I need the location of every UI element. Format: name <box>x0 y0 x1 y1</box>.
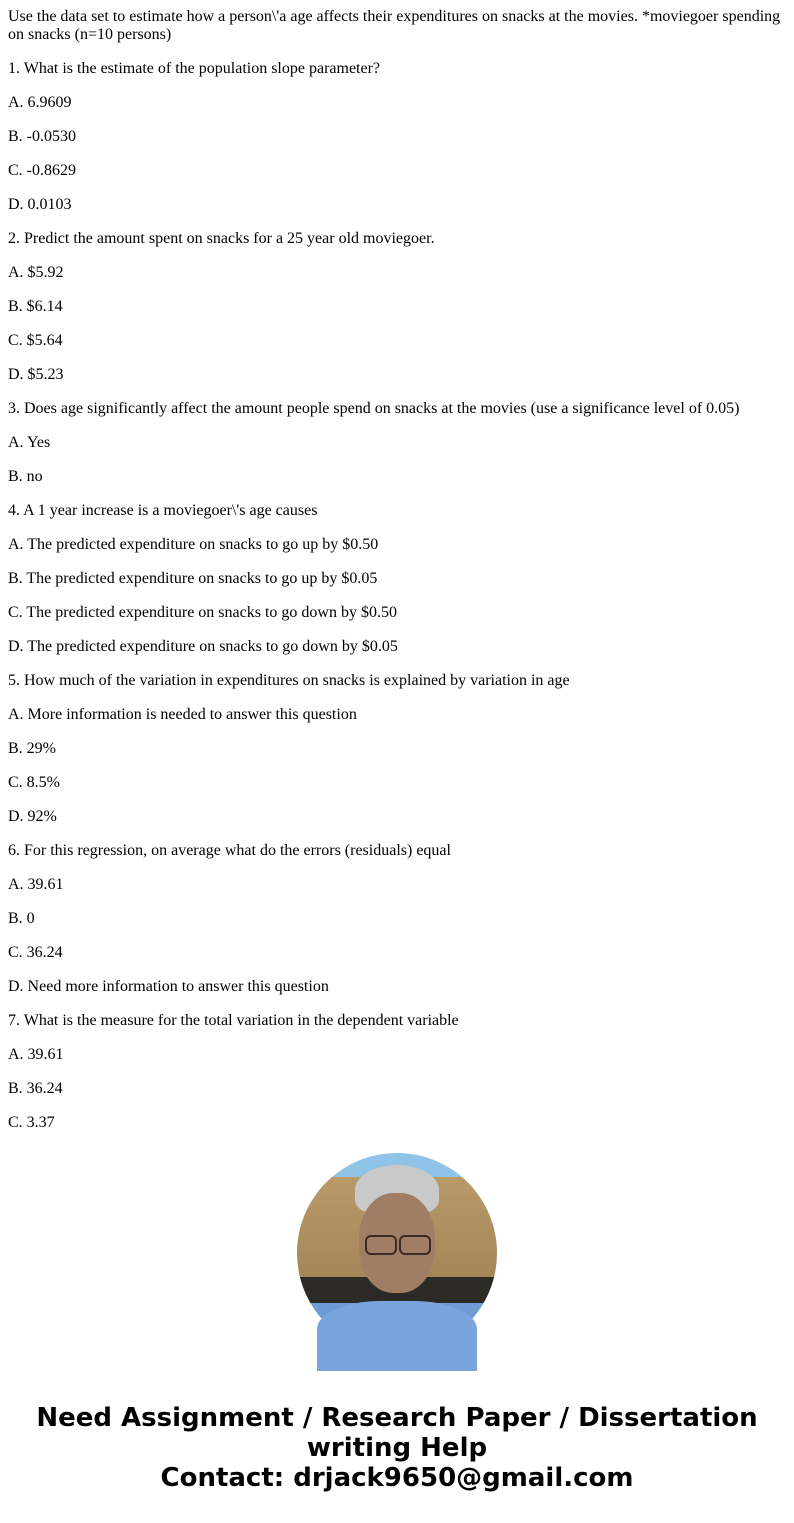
answer-option: B. The predicted expenditure on snacks to go up by $0.05 <box>8 570 378 587</box>
answer-option: A. 6.9609 <box>8 94 72 111</box>
question-4: 4. A 1 year increase is a moviegoer\'s age causes <box>8 502 318 519</box>
contact-footer <box>0 1403 794 1493</box>
answer-option: B. 29% <box>8 740 56 757</box>
question-list <box>8 60 786 1132</box>
answer-option: A. 39.61 <box>8 1046 64 1063</box>
photo-shirt <box>317 1301 477 1371</box>
answer-option: B. no <box>8 468 43 485</box>
question-5: 5. How much of the variation in expenditures on snacks is explained by variation in age <box>8 672 570 689</box>
answer-option: C. -0.8629 <box>8 162 76 179</box>
footer-line-1: Need Assignment / Research Paper / Dissertation <box>36 1403 758 1433</box>
answer-option: D. 92% <box>8 808 57 825</box>
answer-option: C. 36.24 <box>8 944 63 961</box>
answer-option: C. 8.5% <box>8 774 60 791</box>
answer-option: C. The predicted expenditure on snacks to go down by $0.50 <box>8 604 397 621</box>
answer-option: A. More information is needed to answer this question <box>8 706 357 723</box>
answer-option: D. The predicted expenditure on snacks to go down by $0.05 <box>8 638 398 655</box>
question-2: 2. Predict the amount spent on snacks for a 25 year old moviegoer. <box>8 230 435 247</box>
question-6: 6. For this regression, on average what do the errors (residuals) equal <box>8 842 451 859</box>
answer-option: A. $5.92 <box>8 264 64 281</box>
answer-option: D. $5.23 <box>8 366 64 383</box>
answer-option: B. 36.24 <box>8 1080 63 1097</box>
answer-option: B. $6.14 <box>8 298 63 315</box>
footer-line-2: writing Help <box>306 1433 488 1463</box>
answer-option: A. The predicted expenditure on snacks to go up by $0.50 <box>8 536 379 553</box>
answer-option: A. Yes <box>8 434 51 451</box>
footer-contact: Contact: drjack9650@gmail.com <box>160 1463 634 1493</box>
answer-option: B. 0 <box>8 910 35 927</box>
answer-option: D. Need more information to answer this question <box>8 978 329 995</box>
answer-option: C. $5.64 <box>8 332 63 349</box>
author-photo <box>297 1153 497 1353</box>
answer-option: B. -0.0530 <box>8 128 76 145</box>
answer-option: C. 3.37 <box>8 1114 55 1131</box>
question-document <box>8 8 786 1131</box>
photo-glasses <box>363 1235 431 1253</box>
question-1: 1. What is the estimate of the population slope parameter? <box>8 60 381 77</box>
question-7: 7. What is the measure for the total variation in the dependent variable <box>8 1012 459 1029</box>
intro-text: Use the data set to estimate how a person\'a age affects their expenditures on snacks at the movies. *moviegoer spending on snacks (n=10 persons) <box>8 8 781 43</box>
answer-option: D. 0.0103 <box>8 196 72 213</box>
question-3: 3. Does age significantly affect the amount people spend on snacks at the movies (use a significance level of 0.05) <box>8 400 740 417</box>
answer-option: A. 39.61 <box>8 876 64 893</box>
